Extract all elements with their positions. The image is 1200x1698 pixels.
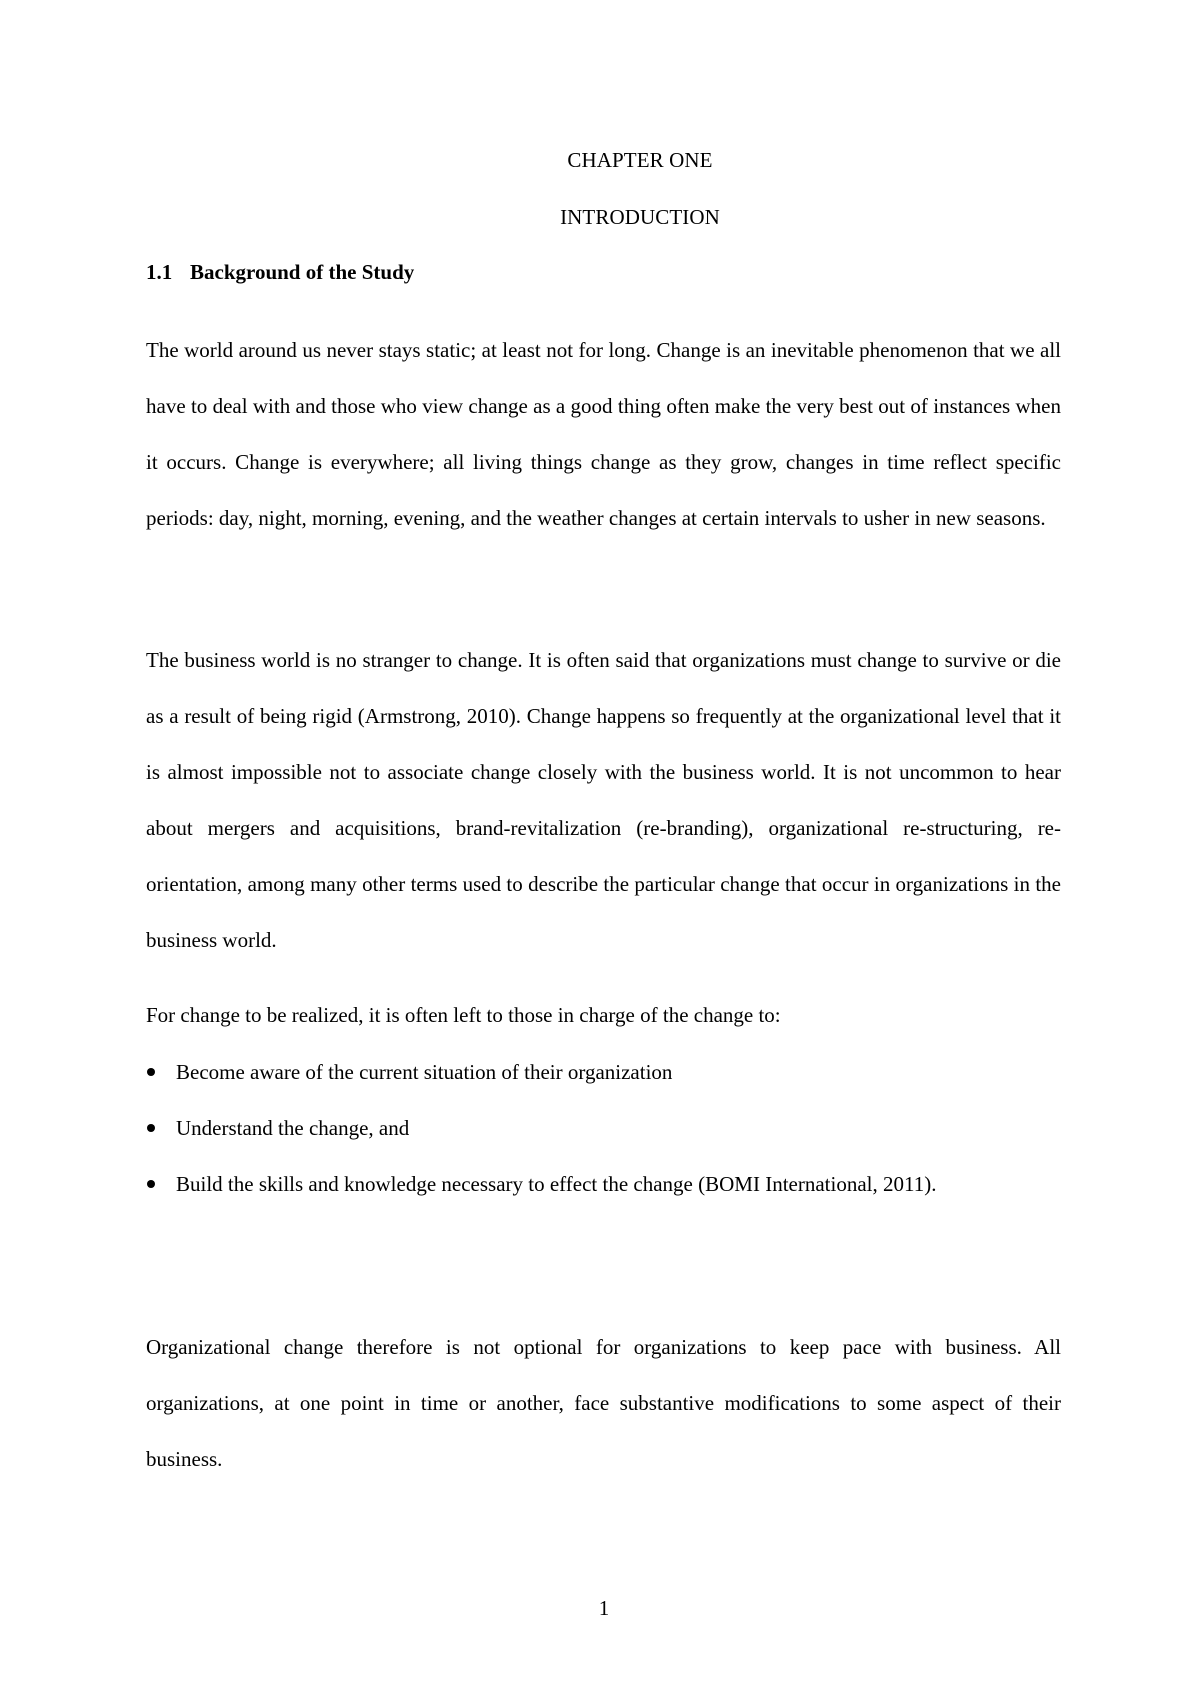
list-item xyxy=(146,1156,936,1212)
paragraph-change-realized: For change to be realized, it is often left to those in charge of the change to: xyxy=(146,1003,781,1027)
bullet-list xyxy=(146,1044,936,1212)
page-number: 1 xyxy=(598,1596,610,1620)
paragraph-organizational-change: Organizational change therefore is not optional for organizations to keep pace with business. All organizations, at one point in time or another, face substantive modifications to some aspect of their business. xyxy=(146,1335,1061,1471)
list-item xyxy=(146,1044,936,1100)
list-item xyxy=(146,1100,936,1156)
list-item-text: Become aware of the current situation of their organization xyxy=(176,1060,673,1084)
list-item-text: Build the skills and knowledge necessary to effect the change (BOMI International, 2011). xyxy=(176,1172,937,1196)
section-number: 1.1 xyxy=(146,260,173,284)
section-heading xyxy=(146,258,1061,286)
chapter-title: INTRODUCTION xyxy=(560,205,720,229)
bullet-icon xyxy=(147,1180,155,1188)
paragraph-world-change: The world around us never stays static; at least not for long. Change is an inevitable phenomenon that we all have to deal with and those who view change as a good thing often make the very best out of instances when it occurs. Change is everywhere; all living things change as they grow, changes in time reflect specific periods: day, night, morning, evening, and the weather changes at certain intervals to usher in new seasons. xyxy=(146,338,1061,530)
bullet-icon xyxy=(147,1124,155,1132)
chapter-label: CHAPTER ONE xyxy=(567,148,713,172)
section-title: Background of the Study xyxy=(190,260,415,284)
list-item-text: Understand the change, and xyxy=(176,1116,410,1140)
paragraph-business-change: The business world is no stranger to change. It is often said that organizations must change to survive or die as a result of being rigid (Armstrong, 2010). Change happens so frequently at the organizational level that it is almost impossible not to associate change closely with the business world. It is not uncommon to hear about mergers and acquisitions, brand-revitalization (re-branding), organizational re-structuring, re-orientation, among many other terms used to describe the particular change that occur in organizations in the business world. xyxy=(146,648,1061,952)
bullet-icon xyxy=(147,1068,155,1076)
